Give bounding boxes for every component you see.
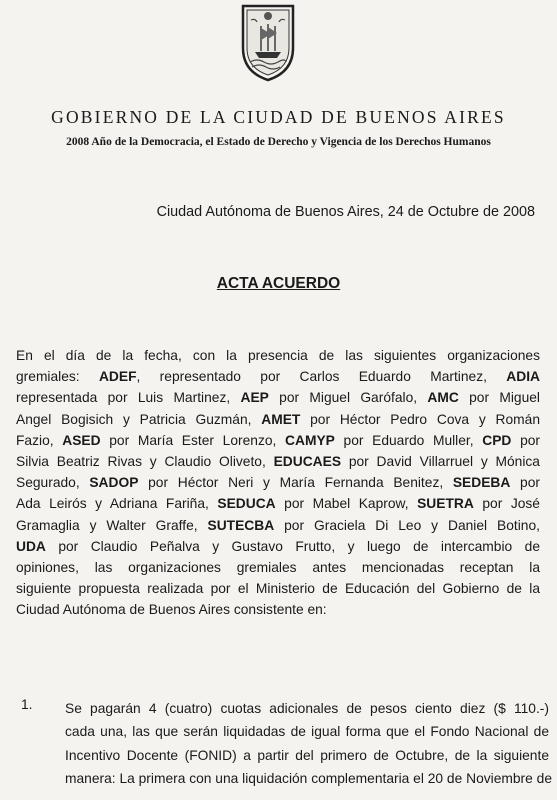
body-text: por Graciela Di Leo y Daniel Botino,: [274, 517, 540, 533]
body-text: Fazio,: [16, 432, 63, 448]
body-line: [16, 536, 540, 557]
body-text: por: [511, 432, 541, 448]
body-text: por Miguel Garófalo,: [268, 390, 428, 406]
body-line: [16, 345, 540, 366]
body-text: En el día de la fecha, con la presencia de las siguientes organizaciones: [16, 348, 540, 363]
body-text: , representado por Carlos Eduardo Martinez,: [136, 369, 507, 385]
body-line: [16, 430, 540, 451]
union-name: ADEF: [98, 369, 137, 385]
item-line: Incentivo Docente (FONID) a partir del primero de Octubre, de la siguiente: [65, 747, 549, 763]
body-text: por Héctor Pedro Cova y Román: [300, 411, 540, 427]
union-name: SEDUCA: [217, 496, 276, 512]
body-line: [16, 472, 540, 493]
union-name: ASED: [62, 432, 101, 448]
body-text: opiniones, las organizaciones gremiales antes mencionadas receptan la: [16, 559, 540, 575]
body-text: por Mabel Kaprow,: [275, 496, 418, 512]
place-and-date: Ciudad Autónoma de Buenos Aires, 24 de Octubre de 2008: [156, 204, 535, 220]
union-name: SUETRA: [417, 496, 474, 512]
body-line: [16, 599, 540, 620]
union-name: CPD: [482, 432, 512, 448]
item-line: cada una, las que serán liquidadas de igual forma que el Fondo Nacional de: [65, 724, 549, 740]
item-line: Se pagarán 4 (cuatro) cuotas adicionales de pesos ciento diez ($ 110.-): [65, 701, 549, 716]
union-name: SUTECBA: [207, 517, 275, 533]
body-text: representada por Luis Martinez,: [16, 390, 241, 406]
item-1-text: [65, 697, 552, 790]
body-line: [16, 493, 540, 514]
union-name: SADOP: [89, 475, 139, 491]
body-text: Gramaglia y Walter Graffe,: [16, 517, 208, 533]
union-name: AMET: [261, 411, 301, 427]
union-name: AMC: [427, 390, 459, 406]
body-line: [16, 451, 540, 472]
body-text: por Eduardo Muller,: [334, 432, 483, 448]
union-name: EDUCAES: [273, 453, 342, 469]
body-line: [16, 387, 540, 408]
body-line: [16, 515, 540, 536]
item-line: manera: La primera con una liquidación complementaria el 20 de Noviembre de: [65, 770, 552, 786]
document-title: ACTA ACUERDO: [216, 275, 341, 292]
body-text: siguiente propuesta realizada por el Ministerio de Educación del Gobierno de la: [16, 581, 540, 597]
body-text: por María Ester Lorenzo,: [100, 432, 286, 448]
body-text: por David Villarruel y Mónica: [341, 453, 540, 469]
union-name: ADIA: [506, 369, 540, 385]
item-number: 1.: [21, 697, 33, 712]
body-line: [16, 557, 540, 578]
body-text: Angel Bogisich y Patricia Guzmán,: [16, 411, 262, 427]
city-coat-of-arms-seal: [237, 2, 299, 82]
government-header-title: GOBIERNO DE LA CIUDAD DE BUENOS AIRES: [51, 107, 506, 127]
body-line: [16, 366, 540, 387]
body-text: Ada Leirós y Adriana Fariña,: [16, 496, 218, 512]
body-text: Silvia Beatriz Rivas y Claudio Oliveto,: [16, 453, 274, 469]
union-name: SEDEBA: [452, 475, 511, 491]
body-text: Ciudad Autónoma de Buenos Aires consistente en:: [16, 602, 327, 618]
body-line: [16, 409, 540, 430]
body-text: gremiales:: [16, 369, 99, 385]
body-line: [16, 578, 540, 599]
body-text: por Héctor Neri y María Fernanda Benitez,: [138, 475, 453, 491]
body-text: por Miguel: [458, 390, 540, 406]
union-name: AEP: [240, 390, 269, 406]
body-text: por: [510, 475, 540, 491]
body-text: Segurado,: [16, 475, 90, 491]
union-name: CAMYP: [285, 432, 335, 448]
body-text: por Claudio Peñalva y Gustavo Frutto, y luego de intercambio de: [45, 538, 540, 554]
agreement-body-paragraph: [16, 345, 540, 620]
government-motto: 2008 Año de la Democracia, el Estado de Derecho y Vigencia de los Derechos Humanos: [66, 136, 491, 148]
union-name: UDA: [16, 538, 46, 554]
body-text: por José: [473, 496, 540, 512]
